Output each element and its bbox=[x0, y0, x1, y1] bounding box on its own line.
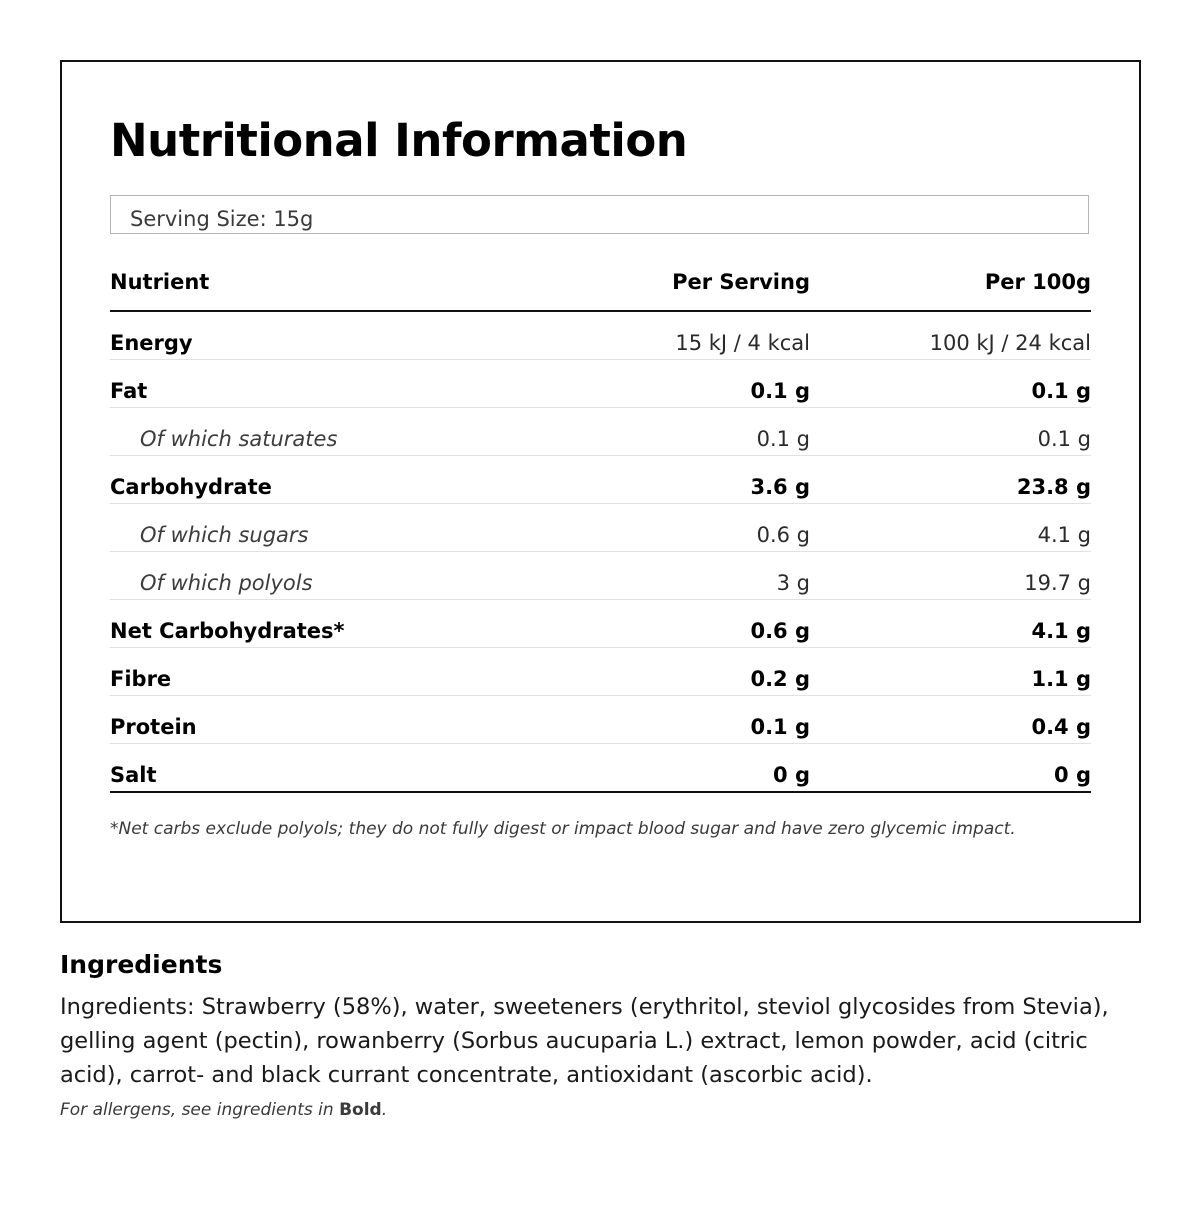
ingredients-text: Ingredients: Strawberry (58%), water, sweeteners (erythritol, steviol glycosides from Stevia), gelling agent (pectin), rowanberry (Sorbus aucuparia L.) extract, lemon powder, acid (citric acid), carrot- and black currant concentrate, antioxidant (ascorbic acid). bbox=[60, 994, 1109, 1088]
per-100g-value: 19.7 g bbox=[1024, 571, 1091, 595]
nutrient-name: Protein bbox=[110, 715, 197, 739]
per-serving-value: 3 g bbox=[776, 571, 810, 595]
per-serving-value: 0.1 g bbox=[750, 715, 810, 739]
per-serving-value: 3.6 g bbox=[750, 475, 810, 499]
per-serving-value: 0.1 g bbox=[750, 379, 810, 403]
table-row-protein bbox=[110, 696, 1091, 744]
serving-size-box: Serving Size: 15g bbox=[110, 195, 1089, 234]
nutrient-name: Of which polyols bbox=[140, 571, 313, 595]
column-header-per-100g: Per 100g bbox=[984, 270, 1091, 294]
column-header-nutrient: Nutrient bbox=[110, 270, 210, 294]
per-serving-value: 0.2 g bbox=[750, 667, 810, 691]
per-100g-value: 0 g bbox=[1054, 763, 1091, 787]
table-row-fibre bbox=[110, 648, 1091, 696]
nutrient-name: Carbohydrate bbox=[110, 475, 272, 499]
per-serving-value: 0.6 g bbox=[756, 523, 810, 547]
nutrient-name: Net Carbohydrates* bbox=[110, 619, 345, 643]
nutrient-name: Of which sugars bbox=[140, 523, 309, 547]
nutrient-name: Salt bbox=[110, 763, 157, 787]
nutrition-panel bbox=[60, 60, 1141, 923]
table-row-saturates bbox=[110, 408, 1091, 456]
nutrient-name: Fibre bbox=[110, 667, 172, 691]
per-100g-value: 4.1 g bbox=[1037, 523, 1091, 547]
page-title: Nutritional Information bbox=[110, 114, 688, 167]
per-100g-value: 0.1 g bbox=[1031, 379, 1091, 403]
table-row-fat bbox=[110, 360, 1091, 408]
allergen-note bbox=[60, 1100, 387, 1120]
table-row-carbohydrate bbox=[110, 456, 1091, 504]
nutrient-name: Energy bbox=[110, 331, 193, 355]
ingredients-heading: Ingredients bbox=[60, 950, 223, 979]
table-header bbox=[110, 258, 1091, 312]
per-serving-value: 0.6 g bbox=[750, 619, 810, 643]
allergen-note-prefix: For allergens, see ingredients in bbox=[60, 1100, 340, 1120]
per-100g-value: 1.1 g bbox=[1031, 667, 1091, 691]
table-row-salt bbox=[110, 744, 1091, 793]
per-serving-value: 0.1 g bbox=[756, 427, 810, 451]
per-100g-value: 23.8 g bbox=[1016, 475, 1091, 499]
per-100g-value: 0.4 g bbox=[1031, 715, 1091, 739]
table-row-sugars bbox=[110, 504, 1091, 552]
table-row-net-carbohydrates bbox=[110, 600, 1091, 648]
per-serving-value: 15 kJ / 4 kcal bbox=[675, 331, 810, 355]
allergen-note-suffix: . bbox=[381, 1100, 388, 1120]
nutrition-table bbox=[110, 258, 1091, 793]
nutrient-name: Fat bbox=[110, 379, 148, 403]
allergen-note-bold: Bold bbox=[339, 1100, 382, 1120]
nutrient-name: Of which saturates bbox=[140, 427, 338, 451]
per-serving-value: 0 g bbox=[773, 763, 810, 787]
table-row-polyols bbox=[110, 552, 1091, 600]
per-100g-value: 4.1 g bbox=[1031, 619, 1091, 643]
column-header-per-serving: Per Serving bbox=[672, 270, 810, 294]
net-carbs-footnote: *Net carbs exclude polyols; they do not fully digest or impact blood sugar and have zero glycemic impact. bbox=[110, 819, 1016, 839]
table-row-energy bbox=[110, 312, 1091, 360]
per-100g-value: 100 kJ / 24 kcal bbox=[929, 331, 1091, 355]
per-100g-value: 0.1 g bbox=[1037, 427, 1091, 451]
